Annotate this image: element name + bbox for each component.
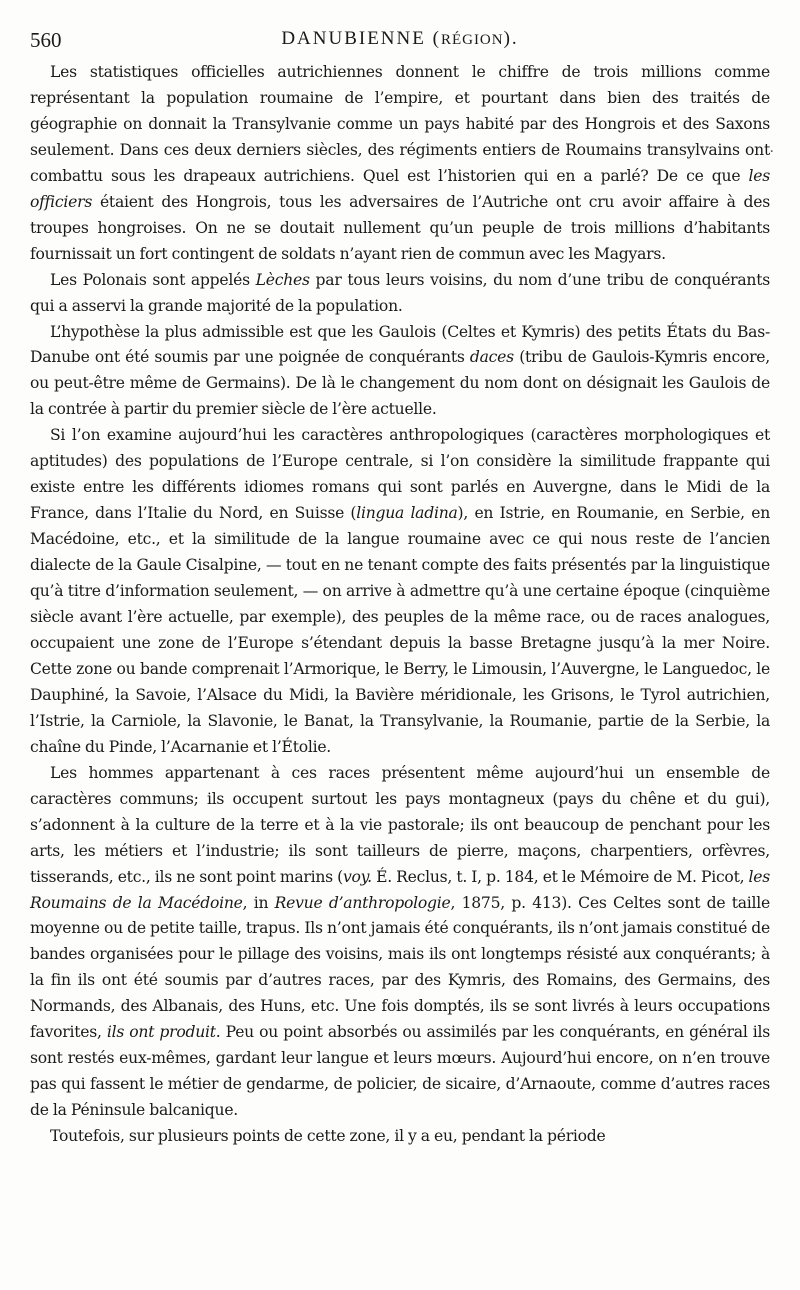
running-title-main: DANUBIENNE [281,28,426,49]
italic-run: voy. [342,867,372,886]
text-run: , 1875, p. 413). Ces Celtes sont de taille moyenne ou de petite taille, trapus. Ils n’ont jamais été conquérants, ils n’ont jamais constitué de bandes organisées pour le pillage des voisins, mais ils ont longtemps résisté aux conquérants; à la fin ils ont été soumis par d’autres races, par des Kymris, des Romains, des Germains, des Normands, des Albanais, des Huns, etc. Une fois domptés, ils se sont livrés à leurs occupations favorites, [30,893,770,1042]
running-header [30,28,770,54]
running-title-open: ( [425,28,441,49]
running-title-close: ). [503,28,519,49]
running-title [30,28,770,50]
italic-run: Revue d’anthropologie [274,893,451,912]
paragraph-1 [30,60,770,268]
text-run: (tribu de Gaulois-Kymris encore, ou peut-être même de Germains). De là le changement du nom dont on désignait les Gaulois de la contrée à partir du premier siècle de l’ère actuelle. [30,348,770,419]
text-run: Les statistiques officielles autrichiennes donnent le chiffre de trois millions comme représentant la population roumaine de l’empire, et pourtant dans bien des traités de géographie on donnait la Transylvanie comme un pays habité par des Hongrois et des Saxons seulement. Dans ces deux derniers siècles, des régiments entiers de Roumains transylvains ont combattu sous les drapeaux autrichiens. Quel est l’historien qui en a parlé? De ce que [30,63,770,185]
paragraph-5 [30,761,770,1124]
italic-run: Lèches [255,270,310,289]
italic-run: daces [469,348,514,367]
text-run: Les Polonais sont appelés [50,270,256,289]
paragraph-3 [30,320,770,424]
text-run: , in [242,893,275,912]
text-run: Si l’on examine aujourd’hui les caractères anthropologiques (caractères morphologiques et aptitudes) des populations de l’Europe centrale, si l’on considère la similitude frappante qui existe entre les différents idiomes romans qui sont parlés en Auvergne, dans le Midi de la France, dans l’Italie du Nord, en Suisse ( [30,426,770,523]
italic-run: ils ont produit. [106,1023,221,1042]
italic-run: les Roumains de la Macédoine [30,867,770,912]
paragraph-4 [30,423,770,760]
text-run: par tous leurs voisins, du nom d’une tribu de conquérants qui a asservi la grande majorité de la population. [30,270,770,315]
text-run: étaient des Hongrois, tous les adversaires de l’Autriche ont cru avoir affaire à des troupes hongroises. On ne se doutait nullement qu’un peuple de trois millions d’habitants fournissait un fort contingent de soldats n’ayant rien de commun avec les Magyars. [30,192,770,263]
page-number: 560 [30,28,62,52]
italic-run: lingua ladina [356,504,458,523]
text-run: ), en Istrie, en Roumanie, en Serbie, en Macédoine, etc., et la similitude de la langue roumaine avec ce qui nous reste de l’ancien dialecte de la Gaule Cisalpine, — tout en ne tenant compte des faits présentés par la linguistique qu’à titre d’information seulement, — on arrive à admettre qu’à une certaine époque (cinquième siècle avant l’ère actuelle, par exemple), des peuples de la même race, ou de races analogues, occupaient une zone de l’Europe s’étendant depuis la basse Bretagne jusqu’à la mer Noire. Cette zone ou bande comprenait l’Armorique, le Berry, le Limousin, l’Auvergne, le Languedoc, le Dauphiné, la Savoie, l’Alsace du Midi, la Bavière méridionale, les Grisons, le Tyrol autrichien, l’Istrie, la Carniole, la Slavonie, le Banat, la Transylvanie, la Roumanie, partie de la Serbie, la chaîne du Pinde, l’Acarnanie et l’Étolie. [30,504,770,756]
running-title-small-caps: RÉGION [440,32,504,48]
italic-run: les officiers [30,166,770,211]
body-text [30,60,770,1150]
text-run: Peu ou point absorbés ou assimilés par les conquérants, en général ils sont restés eux-mêmes, gardant leur langue et leurs mœurs. Aujourd’hui encore, on n’en trouve pas qui fassent le métier de gendarme, de policier, de sicaire, d’Arnaoute, comme d’autres races de la Péninsule balcanique. [30,1023,770,1120]
text-run: Toutefois, sur plusieurs points de cette zone, il y a eu, pendant la période [50,1127,606,1146]
text-run: É. Reclus, t. I, p. 184, et le Mémoire de M. Picot, [371,867,749,886]
paragraph-2 [30,268,770,320]
text-run: L’hypothèse la plus admissible est que les Gaulois (Celtes et Kymris) des petits États du Bas-Danube ont été soumis par une poignée de conquérants [30,322,770,367]
paragraph-6 [30,1124,770,1150]
text-run: Les hommes appartenant à ces races présentent même aujourd’hui un ensemble de caractères communs; ils occupent surtout les pays montagneux (pays du chêne et du gui), s’adonnent à la culture de la terre et à la vie pastorale; ils ont beaucoup de penchant pour les arts, les métiers et l’industrie; ils sont tailleurs de pierre, maçons, charpentiers, orfèvres, tisserands, etc., ils ne sont point marins ( [30,763,770,886]
margin-mark: . [769,140,774,156]
